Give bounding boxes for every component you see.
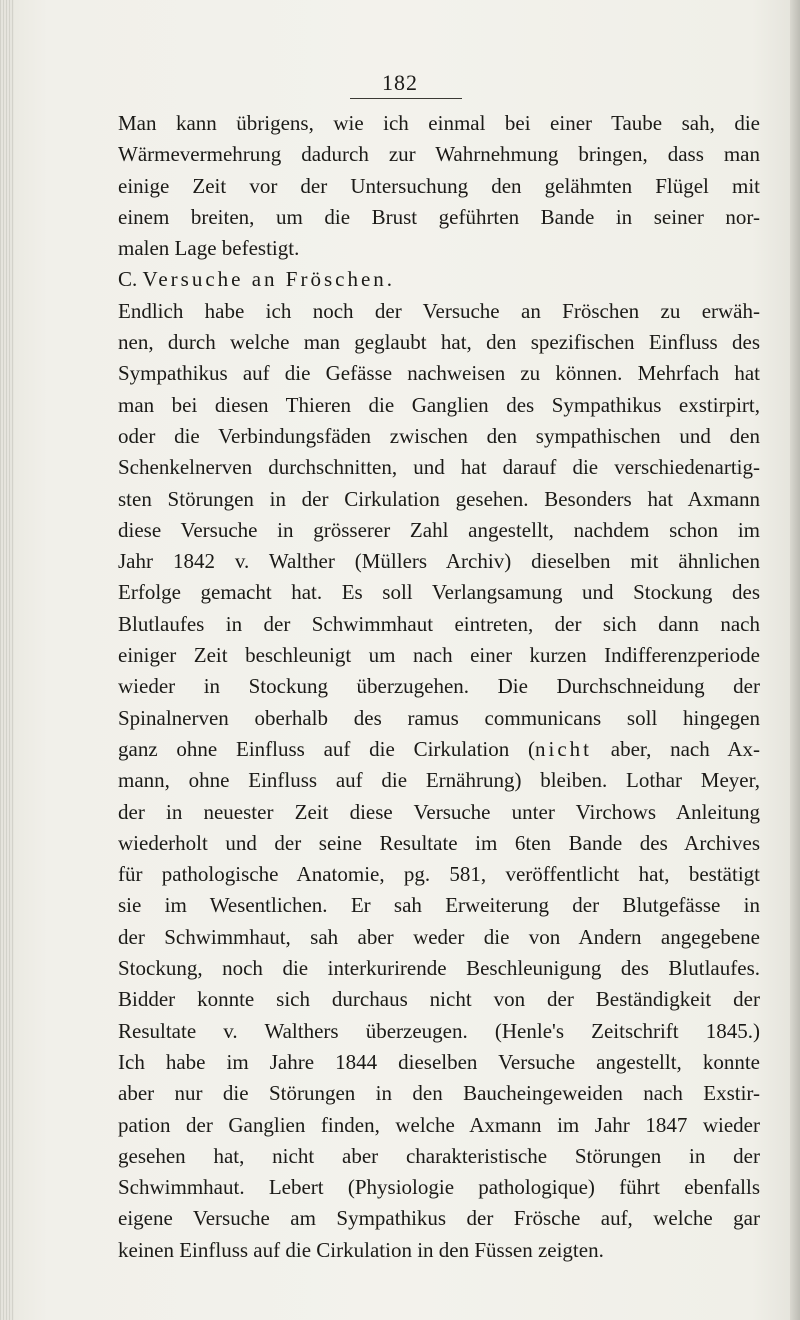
page-gutter: [0, 0, 14, 1320]
text-line: Jahr 1842 v. Walther (Müllers Archiv) dieselben mit ähnlichen: [118, 549, 760, 574]
section-heading-prefix: C.: [118, 267, 138, 292]
text-line: Man kann übrigens, wie ich einmal bei einer Taube sah, die: [118, 111, 760, 135]
text-line: eigene Versuche am Sympathikus der Frösche auf, welche gar: [118, 1206, 760, 1231]
text-line: malen Lage befestigt.: [118, 236, 300, 261]
text-line: der in neuester Zeit diese Versuche unter Virchows Anleitung: [118, 799, 760, 824]
text-line: Spinalnerven oberhalb des ramus communicans soll hingegen: [118, 705, 760, 730]
text-line: keinen Einfluss auf die Cirkulation in den Füssen zeigten.: [118, 1237, 604, 1262]
page-number-rule: [350, 98, 462, 99]
text-line: Ich habe im Jahre 1844 dieselben Versuche angestellt, konnte: [118, 1049, 760, 1074]
page-number: 182: [382, 70, 418, 95]
text-line: Blutlaufes in der Schwimmhaut eintreten, der sich dann nach: [118, 611, 760, 636]
text-line: der Schwimmhaut, sah aber weder die von Andern angegebene: [118, 924, 760, 949]
paragraph-2: [92, 296, 760, 1266]
text-line: für pathologische Anatomie, pg. 581, veröffentlicht hat, bestätigt: [118, 862, 760, 887]
body-text: [92, 108, 760, 1266]
text-line: pation der Ganglien finden, welche Axmann im Jahr 1847 wieder: [118, 1112, 760, 1137]
text-line: Sympathikus auf die Gefässe nachweisen zu können. Mehrfach hat: [118, 361, 760, 386]
text-line: Wärmevermehrung dadurch zur Wahrnehmung bringen, dass man: [118, 142, 760, 167]
text-line: wieder in Stockung überzugehen. Die Durchschneidung der: [118, 674, 760, 699]
text-line: einiger Zeit beschleunigt um nach einer kurzen Indifferenzperiode: [118, 643, 760, 668]
text-line: Schenkelnerven durchschnitten, und hat darauf die verschiedenartig-: [118, 455, 760, 480]
text-line: aber nur die Störungen in den Baucheingeweiden nach Exstir-: [118, 1081, 760, 1106]
page-edge: [790, 0, 800, 1320]
text-segment: ganz ohne Einfluss auf die Cirkulation (: [118, 736, 536, 761]
text-line: Erfolge gemacht hat. Es soll Verlangsamung und Stockung des: [118, 580, 760, 605]
text-line: einige Zeit vor der Untersuchung den gelähmten Flügel mit: [118, 173, 760, 198]
emphasis-nicht: nicht: [535, 736, 593, 761]
section-heading: [92, 264, 760, 295]
text-line: gesehen hat, nicht aber charakteristische Störungen in der: [118, 1143, 760, 1168]
text-line: wiederholt und der seine Resultate im 6ten Bande des Archives: [118, 830, 760, 855]
text-line: mann, ohne Einfluss auf die Ernährung) bleiben. Lothar Meyer,: [118, 768, 760, 793]
text-line: sie im Wesentlichen. Er sah Erweiterung der Blutgefässe in: [118, 893, 760, 918]
text-line: nen, durch welche man geglaubt hat, den spezifischen Einfluss des: [118, 330, 760, 355]
text-line: man bei diesen Thieren die Ganglien des Sympathikus exstirpirt,: [118, 392, 760, 417]
text-line: Stockung, noch die interkurirende Beschleunigung des Blutlaufes.: [118, 956, 760, 981]
text-line: oder die Verbindungsfäden zwischen den sympathischen und den: [118, 423, 760, 448]
text-line: Endlich habe ich noch der Versuche an Fröschen zu erwäh-: [118, 298, 760, 323]
text-line: [92, 734, 760, 765]
text-segment: aber, nach Ax-: [592, 736, 760, 761]
text-line: diese Versuche in grösserer Zahl angestellt, nachdem schon im: [118, 517, 760, 542]
text-line: einem breiten, um die Brust geführten Bande in seiner nor-: [118, 204, 760, 229]
text-line: Bidder konnte sich durchaus nicht von der Beständigkeit der: [118, 987, 760, 1012]
section-heading-title: Versuche an Fröschen.: [142, 267, 396, 292]
text-line: sten Störungen in der Cirkulation gesehen. Besonders hat Axmann: [118, 486, 760, 511]
paragraph-1: [92, 108, 760, 264]
text-line: Schwimmhaut. Lebert (Physiologie pathologique) führt ebenfalls: [118, 1175, 760, 1200]
text-line: Resultate v. Walthers überzeugen. (Henle's Zeitschrift 1845.): [118, 1018, 760, 1043]
